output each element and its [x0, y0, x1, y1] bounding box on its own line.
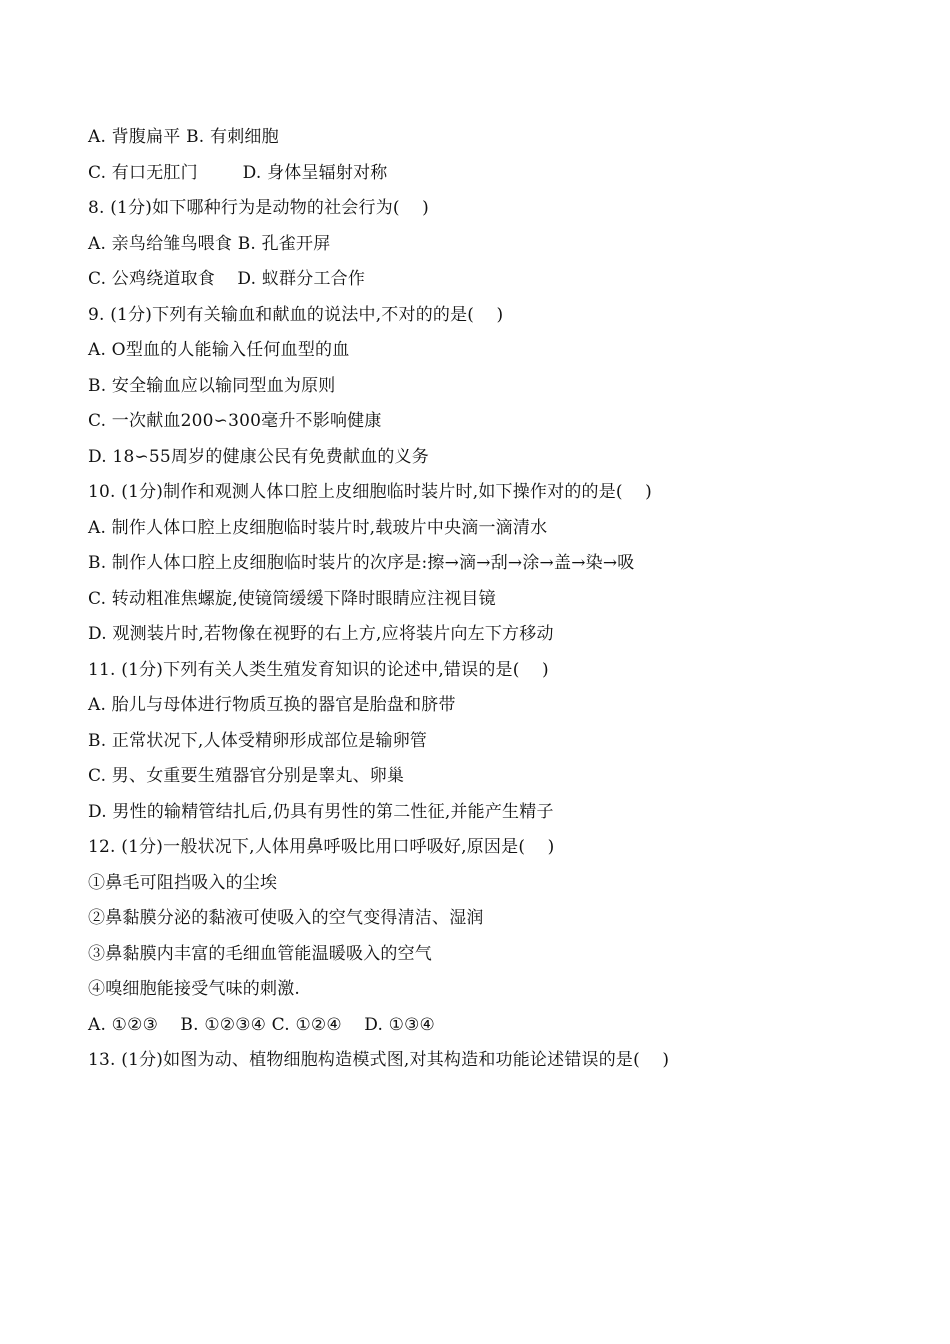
q12-options: A. ①②③ B. ①②③④ C. ①②④ D. ①③④ [88, 1015, 435, 1035]
q10-stem: 10. (1分)制作和观测人体口腔上皮细胞临时装片时,如下操作对的的是( ) [88, 482, 653, 502]
q12-item-4: ④嗅细胞能接受气味的刺激. [88, 979, 301, 999]
q12-item-2: ②鼻黏膜分泌的黏液可使吸入的空气变得清洁、湿润 [88, 908, 484, 928]
q7-option-cd: C. 有口无肛门 D. 身体呈辐射对称 [88, 163, 388, 183]
q12-item-1: ①鼻毛可阻挡吸入的尘埃 [88, 873, 278, 893]
q10-option-b: B. 制作人体口腔上皮细胞临时装片的次序是:擦→滴→刮→涂→盖→染→吸 [88, 553, 635, 573]
q11-option-a: A. 胎儿与母体进行物质互换的器官是胎盘和脐带 [88, 695, 456, 715]
q11-option-d: D. 男性的输精管结扎后,仍具有男性的第二性征,并能产生精子 [88, 802, 554, 822]
q8-option-ab: A. 亲鸟给雏鸟喂食 B. 孔雀开屏 [88, 234, 331, 254]
q9-option-b: B. 安全输血应以输同型血为原则 [88, 376, 336, 396]
q10-option-c: C. 转动粗准焦螺旋,使镜筒缓缓下降时眼睛应注视目镜 [88, 589, 496, 609]
q11-option-c: C. 男、女重要生殖器官分别是睾丸、卵巢 [88, 766, 405, 786]
q13-stem: 13. (1分)如图为动、植物细胞构造模式图,对其构造和功能论述错误的是( ) [88, 1050, 670, 1070]
q10-option-a: A. 制作人体口腔上皮细胞临时装片时,载玻片中央滴一滴清水 [88, 518, 548, 538]
q7-option-ab: A. 背腹扁平 B. 有刺细胞 [88, 127, 279, 147]
q12-item-3: ③鼻黏膜内丰富的毛细血管能温暖吸入的空气 [88, 944, 432, 964]
q9-option-c: C. 一次献血200∽300毫升不影响健康 [88, 411, 382, 431]
q10-option-d: D. 观测装片时,若物像在视野的右上方,应将装片向左下方移动 [88, 624, 554, 644]
q8-option-cd: C. 公鸡绕道取食 D. 蚁群分工合作 [88, 269, 366, 289]
q11-option-b: B. 正常状况下,人体受精卵形成部位是输卵管 [88, 731, 428, 751]
q9-option-d: D. 18∽55周岁的健康公民有免费献血的义务 [88, 447, 429, 467]
q11-stem: 11. (1分)下列有关人类生殖发育知识的论述中,错误的是( ) [88, 660, 549, 680]
q9-option-a: A. O型血的人能输入任何血型的血 [88, 340, 350, 360]
q9-stem: 9. (1分)下列有关输血和献血的说法中,不对的的是( ) [88, 305, 504, 325]
q8-stem: 8. (1分)如下哪种行为是动物的社会行为( ) [88, 198, 429, 218]
q12-stem: 12. (1分)一般状况下,人体用鼻呼吸比用口呼吸好,原因是( ) [88, 837, 555, 857]
